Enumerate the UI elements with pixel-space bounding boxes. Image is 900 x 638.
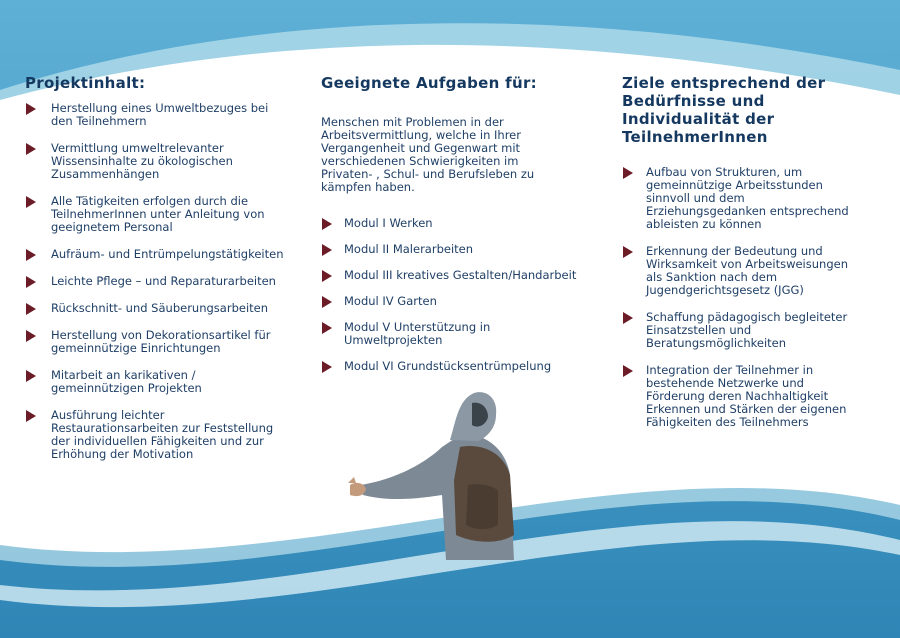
list-item: [25, 195, 285, 234]
list-item-text: Vermittlung umweltrelevanter Wissensinhalte zu ökologischen Zusammenhängen: [51, 141, 233, 181]
list-item-text: Integration der Teilnehmer in bestehende Netzwerke und Förderung deren Nachhaltigkeit Erkennen und Stärken der eigenen Fähigkeiten des Teilnehmers: [646, 363, 847, 429]
module-item: [321, 360, 596, 373]
module-list: [321, 217, 596, 373]
list-item: [25, 102, 285, 128]
arrow-bullet-icon: [26, 276, 36, 288]
module-label: Modul I Werken: [344, 216, 433, 230]
list-item: [25, 275, 285, 288]
list-item-text: Rückschnitt- und Säuberungsarbeiten: [51, 301, 269, 315]
list-item-text: Leichte Pflege – und Reparaturarbeiten: [51, 274, 276, 288]
arrow-bullet-icon: [322, 322, 332, 334]
list-item-text: Schaffung pädagogisch begleiteter Einsatzstellen und Beratungsmöglichkeiten: [646, 310, 848, 350]
arrow-bullet-icon: [26, 249, 36, 261]
list-item-text: Erkennung der Bedeutung und Wirksamkeit von Arbeitsweisungen als Sanktion nach dem Jugendgerichtsgesetz (JGG): [646, 244, 848, 297]
project-content-list: [25, 102, 285, 461]
list-item-text: Aufbau von Strukturen, um gemeinnützige Arbeitsstunden sinnvoll und dem Erziehungsgedanken entsprechend ableisten zu können: [646, 165, 849, 231]
project-content-heading: Projektinhalt:: [25, 74, 146, 92]
arrow-bullet-icon: [623, 246, 633, 258]
arrow-bullet-icon: [26, 196, 36, 208]
goals-list: [622, 166, 862, 429]
module-item: [321, 321, 514, 347]
module-item: [321, 269, 596, 282]
list-item-text: Mitarbeit an karikativen / gemeinnützigen Projekten: [51, 368, 202, 395]
arrow-bullet-icon: [322, 296, 332, 308]
arrow-bullet-icon: [623, 312, 633, 324]
arrow-bullet-icon: [26, 303, 36, 315]
goals-column: [622, 0, 862, 443]
module-item: [321, 217, 596, 230]
arrow-bullet-icon: [623, 167, 633, 179]
list-item-text: Herstellung von Dekorationsartikel für gemeinnützige Einrichtungen: [51, 328, 271, 355]
arrow-bullet-icon: [322, 361, 332, 373]
list-item: [622, 364, 862, 429]
module-item: [321, 243, 596, 256]
arrow-bullet-icon: [26, 330, 36, 342]
list-item: [25, 142, 285, 181]
list-item-text: Aufräum- und Entrümpelungstätigkeiten: [51, 247, 284, 261]
goals-heading: Ziele entsprechend der Bedürfnisse und Individualität der TeilnehmerInnen: [622, 74, 826, 146]
target-group-text: Menschen mit Problemen in der Arbeitsvermittlung, welche in Ihrer Vergangenheit und Gegenwart mit verschiedenen Schwierigkeiten im Privaten- , Schul- und Berufsleben zu kämpfen haben.: [321, 115, 535, 194]
suitable-tasks-column: [321, 0, 596, 386]
list-item: [25, 369, 285, 395]
arrow-bullet-icon: [623, 365, 633, 377]
module-label: Modul VI Grundstücksentrümpelung: [344, 359, 552, 373]
arrow-bullet-icon: [26, 103, 36, 115]
arrow-bullet-icon: [26, 143, 36, 155]
list-item-text: Alle Tätigkeiten erfolgen durch die TeilnehmerInnen unter Anleitung von geeignetem Personal: [51, 194, 265, 234]
list-item: [622, 311, 862, 350]
module-label: Modul V Unterstützung in Umweltprojekten: [344, 320, 491, 347]
list-item-text: Ausführung leichter Restaurationsarbeiten zur Feststellung der individuellen Fähigkeiten und zur Erhöhung der Motivation: [51, 408, 274, 461]
arrow-bullet-icon: [322, 218, 332, 230]
list-item-text: Herstellung eines Umweltbezuges bei den Teilnehmern: [51, 101, 269, 128]
project-content-column: [25, 0, 285, 475]
arrow-bullet-icon: [322, 270, 332, 282]
list-item: [25, 329, 285, 355]
module-label: Modul II Malerarbeiten: [344, 242, 474, 256]
list-item: [622, 166, 862, 231]
suitable-tasks-heading: Geeignete Aufgaben für:: [321, 74, 537, 92]
module-item: [321, 295, 596, 308]
module-label: Modul IV Garten: [344, 294, 437, 308]
arrow-bullet-icon: [26, 410, 36, 422]
list-item: [25, 302, 285, 315]
arrow-bullet-icon: [26, 370, 36, 382]
hitchhiker-photo: [338, 385, 548, 560]
list-item: [25, 248, 285, 261]
list-item: [25, 409, 285, 461]
arrow-bullet-icon: [322, 244, 332, 256]
list-item: [622, 245, 862, 297]
module-label: Modul III kreatives Gestalten/Handarbeit: [344, 268, 577, 282]
